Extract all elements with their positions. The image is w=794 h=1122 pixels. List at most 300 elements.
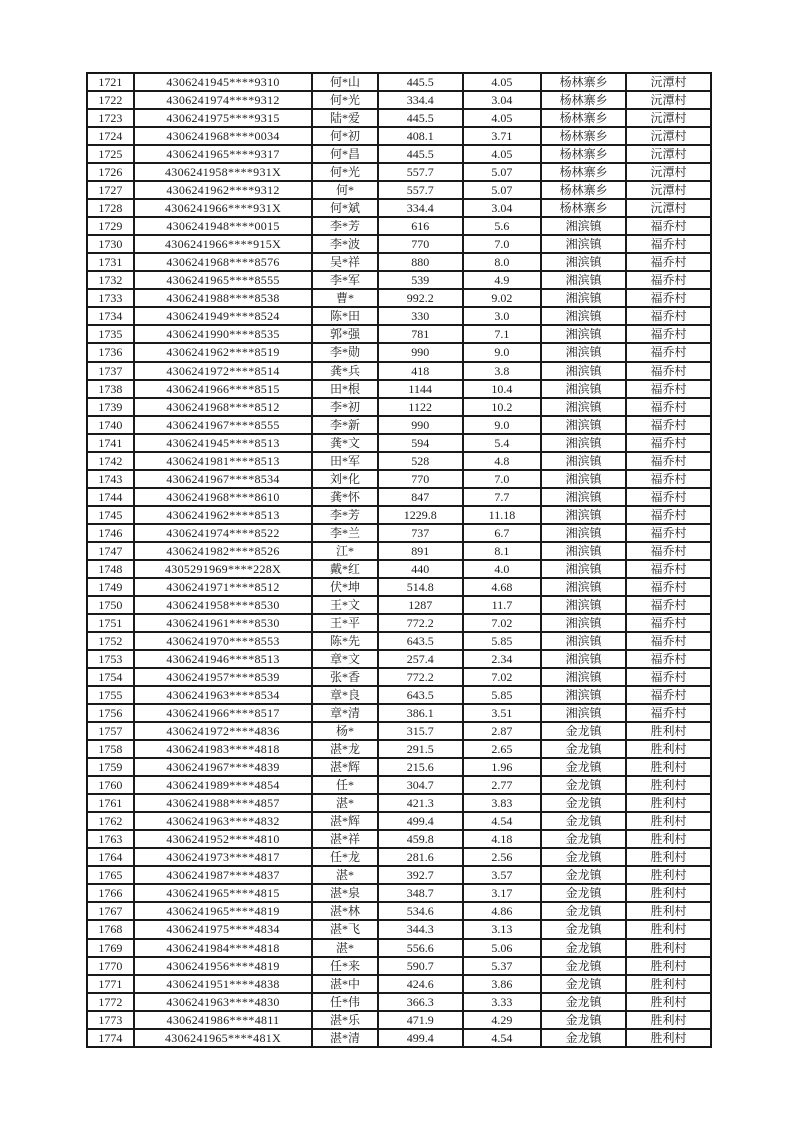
cell-area: 3.8 [463,362,542,380]
cell-amount: 386.1 [378,704,463,722]
cell-village: 福乔村 [626,325,711,343]
cell-town: 湘滨镇 [541,542,626,560]
cell-village: 福乔村 [626,560,711,578]
cell-id-masked: 4306241972****8514 [134,362,312,380]
cell-id-masked: 4306241965****8555 [134,271,312,289]
cell-name: 李*勋 [312,343,378,361]
cell-seq: 1742 [87,452,134,470]
cell-amount: 418 [378,362,463,380]
cell-id-masked: 4306241965****9317 [134,145,312,163]
table-row [87,776,711,794]
cell-area: 4.86 [463,902,542,920]
cell-seq: 1772 [87,993,134,1011]
cell-town: 杨林寨乡 [541,109,626,127]
cell-seq: 1741 [87,434,134,452]
cell-id-masked: 4306241968****8512 [134,398,312,416]
cell-amount: 215.6 [378,758,463,776]
table-row [87,542,711,560]
cell-village: 沅潭村 [626,127,711,145]
cell-village: 福乔村 [626,686,711,704]
cell-town: 湘滨镇 [541,217,626,235]
cell-town: 湘滨镇 [541,235,626,253]
cell-town: 金龙镇 [541,975,626,993]
cell-name: 王*平 [312,614,378,632]
cell-village: 福乔村 [626,470,711,488]
cell-id-masked: 4306241958****8530 [134,596,312,614]
cell-amount: 557.7 [378,181,463,199]
cell-name: 江* [312,542,378,560]
cell-id-masked: 4306241967****4839 [134,758,312,776]
table-row [87,866,711,884]
cell-seq: 1761 [87,794,134,812]
cell-amount: 737 [378,524,463,542]
cell-village: 胜利村 [626,812,711,830]
cell-town: 湘滨镇 [541,578,626,596]
table-row [87,848,711,866]
cell-id-masked: 4306241975****9315 [134,109,312,127]
table-row [87,398,711,416]
cell-amount: 471.9 [378,1011,463,1029]
cell-id-masked: 4306241967****8534 [134,470,312,488]
cell-area: 4.18 [463,830,542,848]
cell-village: 胜利村 [626,902,711,920]
table-row [87,524,711,542]
cell-amount: 616 [378,217,463,235]
beneficiary-table [86,72,712,1048]
cell-name: 陈*田 [312,307,378,325]
cell-seq: 1756 [87,704,134,722]
cell-name: 湛*辉 [312,812,378,830]
cell-town: 湘滨镇 [541,704,626,722]
cell-village: 沅潭村 [626,199,711,217]
cell-town: 金龙镇 [541,939,626,957]
cell-area: 4.9 [463,271,542,289]
cell-amount: 772.2 [378,668,463,686]
cell-area: 2.56 [463,848,542,866]
cell-seq: 1765 [87,866,134,884]
cell-name: 任* [312,776,378,794]
table-row [87,271,711,289]
cell-area: 4.54 [463,812,542,830]
cell-area: 4.68 [463,578,542,596]
table-row [87,560,711,578]
table-row [87,416,711,434]
cell-area: 7.7 [463,488,542,506]
cell-seq: 1732 [87,271,134,289]
cell-village: 胜利村 [626,776,711,794]
cell-village: 福乔村 [626,289,711,307]
cell-town: 湘滨镇 [541,686,626,704]
cell-village: 福乔村 [626,235,711,253]
cell-name: 刘*化 [312,470,378,488]
cell-name: 湛*清 [312,1029,378,1047]
cell-town: 杨林寨乡 [541,127,626,145]
cell-area: 3.17 [463,884,542,902]
cell-id-masked: 4306241965****4819 [134,902,312,920]
cell-name: 戴*红 [312,560,378,578]
cell-area: 3.04 [463,91,542,109]
cell-village: 胜利村 [626,830,711,848]
cell-name: 章*文 [312,650,378,668]
cell-area: 2.77 [463,776,542,794]
table-row [87,127,711,145]
cell-town: 湘滨镇 [541,470,626,488]
cell-village: 胜利村 [626,975,711,993]
cell-amount: 539 [378,271,463,289]
cell-name: 湛*乐 [312,1011,378,1029]
cell-area: 4.0 [463,560,542,578]
cell-area: 4.29 [463,1011,542,1029]
cell-id-masked: 4306241968****8610 [134,488,312,506]
cell-id-masked: 4306241956****4819 [134,957,312,975]
table-row [87,163,711,181]
cell-town: 湘滨镇 [541,289,626,307]
cell-village: 沅潭村 [626,109,711,127]
cell-village: 沅潭村 [626,91,711,109]
cell-name: 李*芳 [312,506,378,524]
cell-seq: 1731 [87,253,134,271]
cell-seq: 1730 [87,235,134,253]
table-row [87,145,711,163]
cell-town: 湘滨镇 [541,560,626,578]
cell-area: 3.57 [463,866,542,884]
cell-village: 福乔村 [626,271,711,289]
cell-id-masked: 4306241948****0015 [134,217,312,235]
cell-town: 杨林寨乡 [541,181,626,199]
cell-town: 湘滨镇 [541,524,626,542]
cell-name: 湛* [312,866,378,884]
cell-name: 何* [312,181,378,199]
cell-amount: 304.7 [378,776,463,794]
cell-id-masked: 4306241972****4836 [134,722,312,740]
cell-amount: 392.7 [378,866,463,884]
cell-name: 何*光 [312,163,378,181]
cell-amount: 424.6 [378,975,463,993]
cell-seq: 1754 [87,668,134,686]
cell-area: 9.02 [463,289,542,307]
cell-town: 金龙镇 [541,993,626,1011]
table-row [87,758,711,776]
cell-town: 金龙镇 [541,812,626,830]
table-row [87,704,711,722]
table-row [87,253,711,271]
cell-seq: 1752 [87,632,134,650]
cell-town: 金龙镇 [541,776,626,794]
cell-seq: 1767 [87,902,134,920]
cell-area: 3.33 [463,993,542,1011]
table-row [87,73,711,91]
cell-name: 李*芳 [312,217,378,235]
cell-village: 福乔村 [626,452,711,470]
cell-area: 5.07 [463,163,542,181]
table-row [87,380,711,398]
cell-seq: 1774 [87,1029,134,1047]
cell-village: 胜利村 [626,1011,711,1029]
cell-name: 何*山 [312,73,378,91]
cell-town: 湘滨镇 [541,614,626,632]
cell-id-masked: 4306241965****481X [134,1029,312,1047]
cell-seq: 1766 [87,884,134,902]
cell-area: 4.05 [463,73,542,91]
cell-village: 胜利村 [626,722,711,740]
cell-seq: 1755 [87,686,134,704]
cell-name: 湛* [312,794,378,812]
cell-village: 沅潭村 [626,73,711,91]
table-row [87,993,711,1011]
cell-name: 何*初 [312,127,378,145]
cell-id-masked: 4306241957****8539 [134,668,312,686]
cell-town: 杨林寨乡 [541,145,626,163]
cell-seq: 1764 [87,848,134,866]
cell-id-masked: 4306241986****4811 [134,1011,312,1029]
cell-name: 湛*祥 [312,830,378,848]
cell-name: 章*清 [312,704,378,722]
cell-area: 7.1 [463,325,542,343]
cell-name: 吴*祥 [312,253,378,271]
cell-name: 湛* [312,939,378,957]
cell-id-masked: 4306241966****8515 [134,380,312,398]
cell-village: 沅潭村 [626,181,711,199]
cell-seq: 1729 [87,217,134,235]
cell-id-masked: 4305291969****228X [134,560,312,578]
cell-id-masked: 4306241951****4838 [134,975,312,993]
cell-town: 金龙镇 [541,902,626,920]
cell-town: 湘滨镇 [541,271,626,289]
cell-seq: 1769 [87,939,134,957]
table-row [87,181,711,199]
cell-id-masked: 4306241963****4830 [134,993,312,1011]
cell-id-masked: 4306241975****4834 [134,920,312,938]
cell-amount: 257.4 [378,650,463,668]
cell-name: 陆*爱 [312,109,378,127]
cell-area: 3.04 [463,199,542,217]
cell-area: 7.0 [463,235,542,253]
cell-seq: 1746 [87,524,134,542]
cell-town: 金龙镇 [541,794,626,812]
cell-village: 胜利村 [626,848,711,866]
cell-id-masked: 4306241966****8517 [134,704,312,722]
cell-seq: 1748 [87,560,134,578]
cell-amount: 445.5 [378,109,463,127]
table-row [87,362,711,380]
cell-area: 2.65 [463,740,542,758]
cell-area: 8.1 [463,542,542,560]
cell-town: 湘滨镇 [541,434,626,452]
cell-amount: 891 [378,542,463,560]
cell-amount: 990 [378,416,463,434]
cell-seq: 1740 [87,416,134,434]
cell-seq: 1735 [87,325,134,343]
table-row [87,920,711,938]
cell-village: 福乔村 [626,596,711,614]
cell-amount: 459.8 [378,830,463,848]
cell-id-masked: 4306241988****8538 [134,289,312,307]
table-row [87,686,711,704]
cell-town: 金龙镇 [541,758,626,776]
cell-amount: 557.7 [378,163,463,181]
cell-amount: 534.6 [378,902,463,920]
table-row [87,794,711,812]
table-row [87,650,711,668]
cell-area: 5.4 [463,434,542,452]
cell-name: 任*伟 [312,993,378,1011]
cell-town: 湘滨镇 [541,596,626,614]
cell-id-masked: 4306241968****0034 [134,127,312,145]
cell-amount: 781 [378,325,463,343]
cell-area: 3.71 [463,127,542,145]
cell-seq: 1759 [87,758,134,776]
cell-seq: 1723 [87,109,134,127]
cell-seq: 1725 [87,145,134,163]
table-row [87,740,711,758]
cell-seq: 1768 [87,920,134,938]
cell-town: 湘滨镇 [541,488,626,506]
cell-name: 任*来 [312,957,378,975]
cell-id-masked: 4306241987****4837 [134,866,312,884]
cell-seq: 1744 [87,488,134,506]
cell-name: 张*香 [312,668,378,686]
cell-amount: 445.5 [378,73,463,91]
cell-village: 胜利村 [626,884,711,902]
cell-amount: 847 [378,488,463,506]
cell-name: 王*文 [312,596,378,614]
cell-seq: 1734 [87,307,134,325]
cell-id-masked: 4306241973****4817 [134,848,312,866]
cell-seq: 1763 [87,830,134,848]
cell-name: 郭*强 [312,325,378,343]
cell-id-masked: 4306241963****4832 [134,812,312,830]
cell-town: 湘滨镇 [541,416,626,434]
cell-name: 李*波 [312,235,378,253]
cell-village: 胜利村 [626,920,711,938]
cell-id-masked: 4306241974****9312 [134,91,312,109]
table-row [87,343,711,361]
cell-name: 湛*飞 [312,920,378,938]
cell-seq: 1758 [87,740,134,758]
cell-id-masked: 4306241968****8576 [134,253,312,271]
table-row [87,199,711,217]
cell-town: 湘滨镇 [541,668,626,686]
cell-amount: 880 [378,253,463,271]
table-row [87,830,711,848]
cell-village: 福乔村 [626,668,711,686]
cell-name: 龚*文 [312,434,378,452]
table-row [87,217,711,235]
cell-amount: 992.2 [378,289,463,307]
cell-id-masked: 4306241981****8513 [134,452,312,470]
table-row [87,434,711,452]
cell-name: 湛*辉 [312,758,378,776]
cell-town: 湘滨镇 [541,398,626,416]
cell-area: 5.07 [463,181,542,199]
cell-area: 4.05 [463,145,542,163]
cell-id-masked: 4306241974****8522 [134,524,312,542]
cell-village: 福乔村 [626,524,711,542]
cell-name: 湛*林 [312,902,378,920]
cell-amount: 1144 [378,380,463,398]
cell-town: 杨林寨乡 [541,91,626,109]
cell-id-masked: 4306241962****9312 [134,181,312,199]
cell-village: 福乔村 [626,632,711,650]
cell-seq: 1724 [87,127,134,145]
cell-name: 李*军 [312,271,378,289]
cell-id-masked: 4306241967****8555 [134,416,312,434]
table-row [87,1029,711,1047]
cell-seq: 1722 [87,91,134,109]
cell-area: 9.0 [463,416,542,434]
cell-id-masked: 4306241952****4810 [134,830,312,848]
cell-seq: 1771 [87,975,134,993]
cell-village: 福乔村 [626,542,711,560]
cell-area: 3.0 [463,307,542,325]
table-row [87,722,711,740]
table-row [87,289,711,307]
cell-amount: 772.2 [378,614,463,632]
cell-amount: 334.4 [378,199,463,217]
cell-town: 金龙镇 [541,1029,626,1047]
table-row [87,596,711,614]
cell-id-masked: 4306241945****9310 [134,73,312,91]
cell-area: 3.86 [463,975,542,993]
cell-village: 胜利村 [626,957,711,975]
cell-seq: 1726 [87,163,134,181]
cell-amount: 590.7 [378,957,463,975]
cell-town: 湘滨镇 [541,253,626,271]
cell-area: 7.02 [463,614,542,632]
cell-name: 湛*泉 [312,884,378,902]
cell-town: 金龙镇 [541,722,626,740]
cell-id-masked: 4306241990****8535 [134,325,312,343]
cell-id-masked: 4306241949****8524 [134,307,312,325]
cell-seq: 1747 [87,542,134,560]
cell-seq: 1743 [87,470,134,488]
cell-town: 湘滨镇 [541,650,626,668]
cell-amount: 445.5 [378,145,463,163]
cell-town: 金龙镇 [541,830,626,848]
table-row [87,91,711,109]
cell-amount: 643.5 [378,632,463,650]
cell-amount: 499.4 [378,812,463,830]
cell-village: 福乔村 [626,578,711,596]
cell-village: 胜利村 [626,993,711,1011]
cell-village: 福乔村 [626,217,711,235]
table-row [87,939,711,957]
cell-amount: 770 [378,235,463,253]
cell-village: 福乔村 [626,650,711,668]
cell-village: 福乔村 [626,614,711,632]
cell-area: 3.13 [463,920,542,938]
cell-seq: 1728 [87,199,134,217]
cell-village: 福乔村 [626,380,711,398]
cell-seq: 1773 [87,1011,134,1029]
cell-name: 湛*中 [312,975,378,993]
cell-village: 福乔村 [626,434,711,452]
table-body [87,73,711,1047]
cell-town: 湘滨镇 [541,325,626,343]
cell-name: 杨* [312,722,378,740]
cell-id-masked: 4306241966****931X [134,199,312,217]
cell-town: 湘滨镇 [541,506,626,524]
cell-village: 福乔村 [626,704,711,722]
cell-name: 湛*龙 [312,740,378,758]
cell-seq: 1727 [87,181,134,199]
cell-village: 沅潭村 [626,145,711,163]
cell-amount: 334.4 [378,91,463,109]
cell-seq: 1739 [87,398,134,416]
cell-town: 湘滨镇 [541,343,626,361]
cell-id-masked: 4306241962****8519 [134,343,312,361]
cell-area: 5.85 [463,686,542,704]
